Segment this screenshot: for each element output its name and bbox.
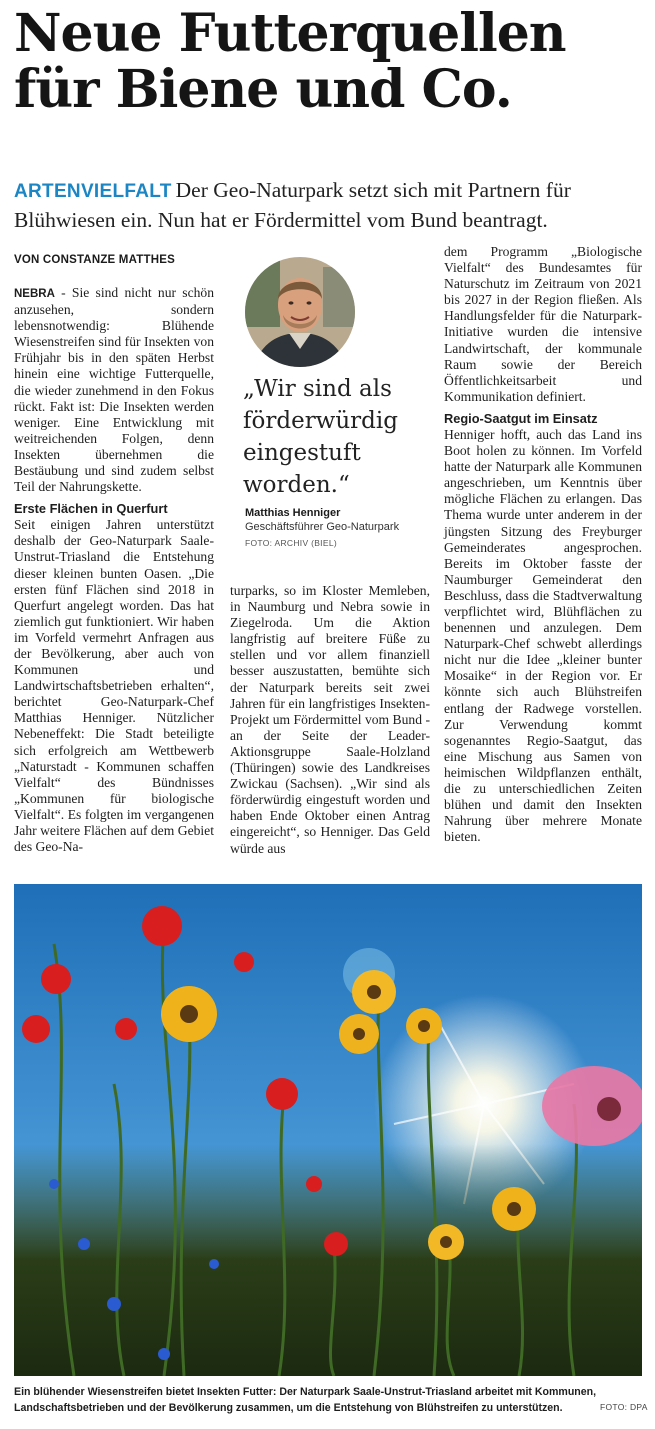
paragraph-text: - Sie sind nicht nur schön anzusehen, sondern lebensnotwendig: Blühende Wiesenstreifen sind für Insekten von Frühjahr bis in den späten Herbst hinein eine wichtige Futterquelle, die wieder zunehmend in den Fokus rückt. Fakt ist: Die Insekten werden weniger. Eine Entwicklung mit weitreichenden Folgen, denn Insekten übernehmen die Bestäubung und sind zudem selbst Teil der Nahrungskette.	[14, 285, 214, 495]
deck	[14, 176, 644, 234]
headline	[14, 3, 644, 120]
byline: VON CONSTANZE MATTHES	[14, 254, 175, 266]
headline-line-1: Neue Futterquellen	[14, 3, 566, 64]
paragraph: Seit einigen Jahren unterstützt deshalb der Geo-Naturpark Saale-Unstrut-Triasland die Entstehung dieser kleinen bunten Oasen. „Die ersten fünf Flächen sind 2018 in Querfurt angelegt worden. Das hat ziemlich gut funktioniert. Wir haben im Vorfeld vermehrt Anfragen aus der Bevölkerung, aber auch von Kommunen und Landwirtschaftsbetrieben erhalten“, berichtet Geo-Naturpark-Chef Matthias Henniger. Nützlicher Nebeneffekt: Die Stadt beteiligte sich erfolgreich am Wettbewerb „Naturstadt - Kommunen schaffen Vielfalt“ des Bündnisses „Kommunen für biologische Vielfalt“. Es folgten im vergangenen Jahr weitere Flächen auf dem Gebiet des Geo-Na-	[14, 517, 214, 855]
quote-person-role: Geschäftsführer Geo-Naturpark	[245, 521, 400, 533]
deck-text: Der Geo-Naturpark setzt sich mit Partnern für Blühwiesen ein. Nun hat er Fördermittel vom Bund beantragt.	[14, 178, 571, 232]
article-column-3	[444, 244, 642, 845]
photo-credit: FOTO: DPA	[600, 1402, 648, 1412]
dateline-location: NEBRA	[14, 288, 55, 300]
deck-kicker: ARTENVIELFALT	[14, 181, 172, 202]
portrait-credit: FOTO: ARCHIV (BIEL)	[245, 538, 337, 548]
headline-line-2: für Biene und Co.	[14, 59, 512, 120]
portrait-photo	[245, 257, 355, 367]
photo-caption: Ein blühender Wiesenstreifen bietet Insekten Futter: Der Naturpark Saale-Unstrut-Triasland arbeitet mit Kommunen, Landschaftsbetrieben und der Bevölkerung zusammen, um die Entstehung von Blühstreifen zu unterstützen.	[14, 1386, 597, 1414]
quote-person-name: Matthias Henniger	[245, 507, 341, 519]
article-column-1	[14, 285, 214, 855]
article-column-2	[230, 583, 430, 857]
paragraph	[14, 285, 214, 495]
subheading: Erste Flächen in Querfurt	[14, 501, 168, 517]
paragraph: Henniger hofft, auch das Land ins Boot holen zu können. Im Vorfeld hatte der Naturpark alle Kommunen angeschrieben, um Kenntnis über mögliche Flächen zu erlangen. Das Thema wurde unter anderem in der jüngsten Sitzung des Freyburger Gemeinderates angesprochen. Bereits im Oktober fasste der Naumburger Gemeinderat den Beschluss, dass die Stadtverwaltung verpflichtet wird, Blühflächen zu benennen und anzulegen. Dem Naturpark-Chef schwebt allerdings nicht nur die Idee „kleiner bunter Mosaike“ in der Region vor. Er könnte sich auch Blühstreifen entlang der Radwege vorstellen. Zur Verwendung kommt sogenanntes Regio-Saatgut, das eine Mischung aus Samen von heimischen Wildpflanzen enthält, die zu unterschiedlichen Zeiten blühen und damit den Insekten Nahrung über mehrere Monate bieten.	[444, 426, 642, 845]
paragraph: dem Programm „Biologische Vielfalt“ des Bundesamtes für Naturschutz im Zeitraum von 2021 bis 2027 in der Region fließen. Als Handlungsfelder für die Naturpark-Initiative wurden die intensive Landwirtschaft, der kommunale Raum sowie der Bereich Öffentlichkeitsarbeit und Kommunikation definiert.	[444, 244, 642, 404]
flower-meadow-photo	[14, 884, 642, 1376]
paragraph: turparks, so im Kloster Memleben, in Naumburg und Nebra sowie in Ziegelroda. Um die Aktion langfristig auf breitere Füße zu stellen und vor allem finanziell besser auszustatten, bemühte sich der Naturpark bereits seit zwei Jahren für ein langfristiges Insekten-Projekt um Fördermittel vom Bund - an der Seite der Leader-Aktionsgruppe Saale-Holzland (Thüringen) sowie des Landkreises Zwickau (Sachsen). „Wir sind als förderwürdig eingestuft worden und haben Ende Oktober einen Antrag eingereicht“, so Henniger. Das Geld würde aus	[230, 583, 430, 856]
pull-quote: „Wir sind als förderwürdig eingestuft worden.“	[243, 376, 398, 498]
subheading: Regio-Saatgut im Einsatz	[444, 410, 598, 426]
